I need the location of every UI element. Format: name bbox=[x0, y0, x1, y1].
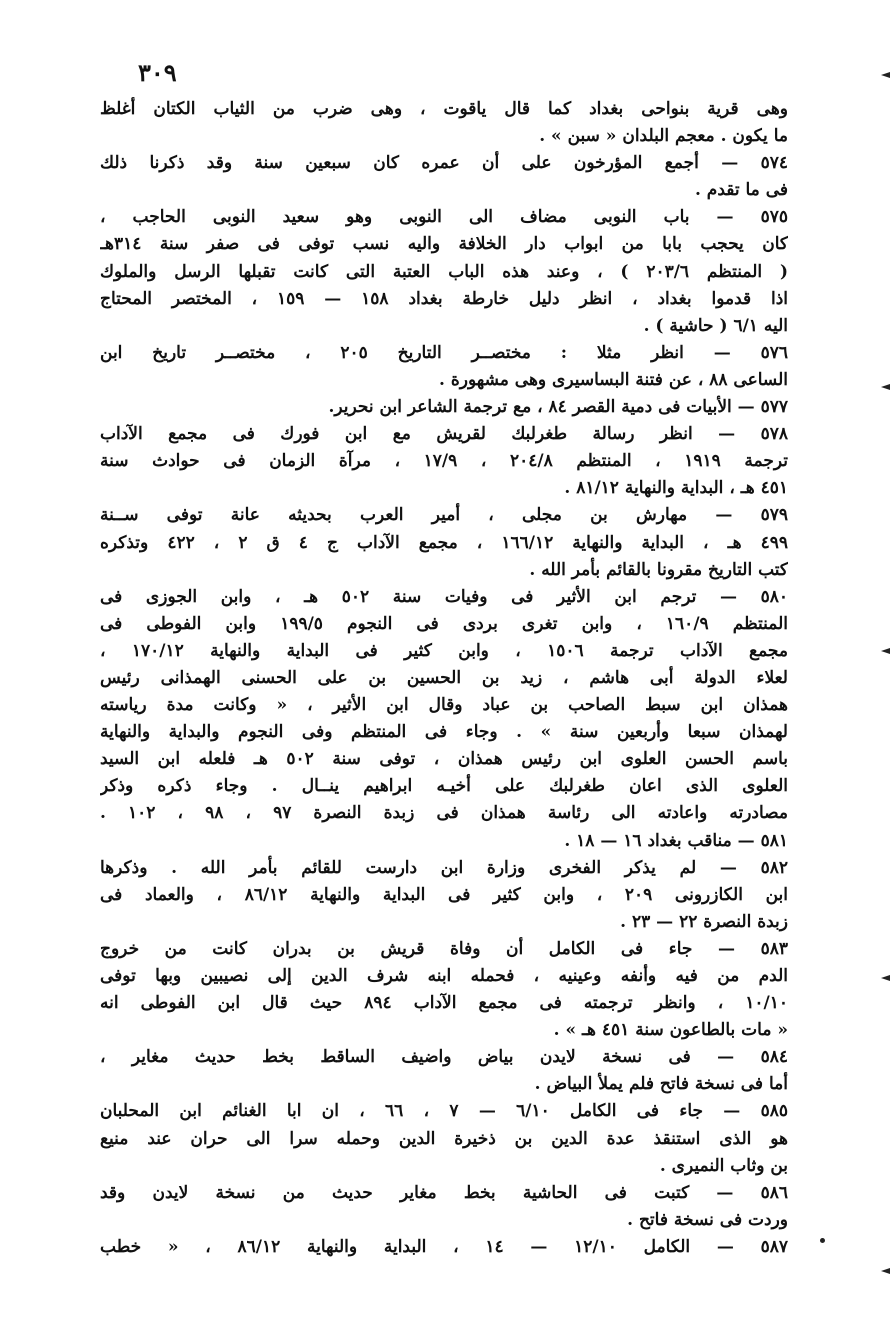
text-line: ٥٨٦ — كتبت فى الحاشية بخط مغاير حديث من نسخة لايدن وقد bbox=[100, 1182, 788, 1203]
text-line: ٥٧٤ — أجمع المؤرخون على أن عمره كان سبعين سنة وقد ذكرنا ذلك bbox=[100, 153, 788, 174]
text-line: ٥٨٤ — فى نسخة لايدن بياض واضيف الساقط بخط حديث مغاير ، bbox=[100, 1047, 788, 1068]
text-line: زبدة النصرة ٢٢ — ٢٣ . bbox=[620, 911, 788, 932]
text-line: مصادرته واعادته الى رئاسة همذان فى زبدة النصرة ٩٧ ، ٩٨ ، ١٠٢ . bbox=[100, 803, 788, 824]
margin-tick-mark bbox=[880, 975, 890, 981]
text-line: ٥٧٧ — الأبيات فى دمية القصر ٨٤ ، مع ترجمة الشاعر ابن نحرير. bbox=[328, 397, 788, 418]
page-number: ٣٠٩ bbox=[138, 58, 177, 87]
text-line: أما فى نسخة فاتح فلم يملأ البياض . bbox=[534, 1074, 788, 1095]
text-line: بن وثاب النميرى . bbox=[659, 1155, 788, 1176]
text-line: مجمع الآداب ترجمة ١٥٠٦ ، وابن كثير فى البداية والنهاية ١٧٠/١٢ ، bbox=[100, 640, 788, 661]
text-line: المنتظم ١٦٠/٩ ، وابن تغرى بردى فى النجوم ١٩٩/٥ وابن الفوطى فى bbox=[100, 613, 788, 634]
text-line: ٥٨٥ — جاء فى الكامل ٦/١٠ — ٧ ، ٦٦ ، ان ابا الغنائم ابن المحلبان bbox=[100, 1101, 788, 1122]
text-line: العلوى الذى اعان طغرلبك على أخيـه ابراهيم ينــال . وجاء ذكره وذكر bbox=[100, 776, 788, 797]
text-line: وردت فى نسخة فاتح . bbox=[627, 1209, 788, 1230]
text-line: ما يكون . معجم البلدان « سبن » . bbox=[539, 126, 788, 147]
text-line: لعلاء الدولة أبى هاشم ، زيد بن الحسين بن على الحسنى الهمذانى رئيس bbox=[100, 667, 788, 688]
text-line: « مات بالطاعون سنة ٤٥١ هـ » . bbox=[553, 1020, 788, 1041]
text-line: هو الذى استنقذ عدة الدين بن ذخيرة الدين وحمله سرا الى حران عند منيع bbox=[100, 1128, 788, 1149]
footnotes-text bbox=[100, 96, 788, 1261]
text-line: ترجمة ١٩١٩ ، المنتظم ٢٠٤/٨ ، ١٧/٩ ، مرآة الزمان فى حوادث سنة bbox=[100, 451, 788, 472]
text-line: اذا قدموا بغداد ، انظر دليل خارطة بغداد ١٥٨ — ١٥٩ ، المختصر المحتاج bbox=[100, 288, 788, 309]
text-line: ٥٧٦ — انظر مثلا : مختصــر التاريخ ٢٠٥ ، مختصــر تاريخ ابن bbox=[100, 342, 788, 363]
text-line: ٥٧٥ — باب النوبى مضاف الى النوبى وهو سعيد النوبى الحاجب ، bbox=[100, 207, 788, 228]
text-line: ٥٨٢ — لم يذكر الفخرى وزارة ابن دارست للقائم بأمر الله . وذكرها bbox=[100, 857, 788, 878]
text-line: الساعى ٨٨ ، عن فتنة البساسيرى وهى مشهورة . bbox=[439, 369, 788, 390]
text-line: ابن الكازرونى ٢٠٩ ، وابن كثير فى البداية والنهاية ٨٦/١٢ ، والعماد فى bbox=[100, 884, 788, 905]
text-line: كان يحجب بابا من ابواب دار الخلافة واليه نسب توفى فى صفر سنة ٣١٤هـ bbox=[100, 234, 788, 255]
text-line: همذان ابن سبط الصاحب بن عباد وقال ابن الأثير ، « وكانت مدة رياسته bbox=[100, 695, 788, 716]
text-line: ٥٨١ — مناقب بغداد ١٦ — ١٨ . bbox=[564, 830, 788, 851]
text-line: ٥٨٧ — الكامل ١٢/١٠ — ١٤ ، البداية والنهاية ٨٦/١٢ ، « خطب bbox=[100, 1236, 788, 1257]
margin-tick-mark bbox=[880, 648, 890, 654]
text-line: فى ما تقدم . bbox=[694, 180, 788, 201]
text-line: وهى قرية بنواحى بغداد كما قال ياقوت ، وهى ضرب من الثياب الكتان أغلظ bbox=[100, 99, 788, 119]
text-line: ٤٥١ هـ ، البداية والنهاية ٨١/١٢ . bbox=[564, 478, 788, 499]
text-line: ٥٨٠ — ترجم ابن الأثير فى وفيات سنة ٥٠٢ هـ ، وابن الجوزى فى bbox=[100, 586, 788, 607]
text-line: ( المنتظم ٢٠٣/٦ ) ، وعند هذه الباب العتبة التى كانت تقبلها الرسل والملوك bbox=[100, 261, 788, 282]
text-line: لهمذان سبعا وأربعين سنة » . وجاء فى المنتظم وفى النجوم والبداية والنهاية bbox=[100, 722, 788, 743]
margin-tick-mark bbox=[880, 384, 890, 390]
text-line: ٥٧٨ — انظر رسالة طغرلبك لقريش مع ابن فورك فى مجمع الآداب bbox=[100, 424, 788, 445]
text-line: ٤٩٩ هـ ، البداية والنهاية ١٦٦/١٢ ، مجمع الآداب ج ٤ ق ٢ ، ٤٢٢ وتذكره bbox=[100, 532, 788, 553]
text-line: ١٠/١٠ ، وانظر ترجمته فى مجمع الآداب ٨٩٤ حيث قال ابن الفوطى انه bbox=[100, 993, 788, 1014]
margin-dot bbox=[820, 1238, 825, 1243]
text-line: ٥٨٣ — جاء فى الكامل أن وفاة قريش بن بدران كانت من خروج bbox=[100, 938, 788, 959]
text-line: ٥٧٩ — مهارش بن مجلى ، أمير العرب بحديثه عانة توفى ســنة bbox=[100, 505, 788, 526]
margin-tick-mark bbox=[880, 72, 890, 78]
text-line: اليه ٦/١ ( حاشية ) . bbox=[643, 315, 788, 336]
text-line: باسم الحسن العلوى ابن رئيس همذان ، توفى سنة ٥٠٢ هـ فلعله ابن السيد bbox=[100, 749, 788, 770]
text-line: الدم من فيه وأنفه وعينيه ، فحمله ابنه شرف الدين إلى نصيبين وبها توفى bbox=[100, 966, 788, 986]
text-line: كتب التاريخ مقرونا بالقائم بأمر الله . bbox=[529, 559, 788, 580]
margin-tick-mark bbox=[880, 1268, 890, 1274]
